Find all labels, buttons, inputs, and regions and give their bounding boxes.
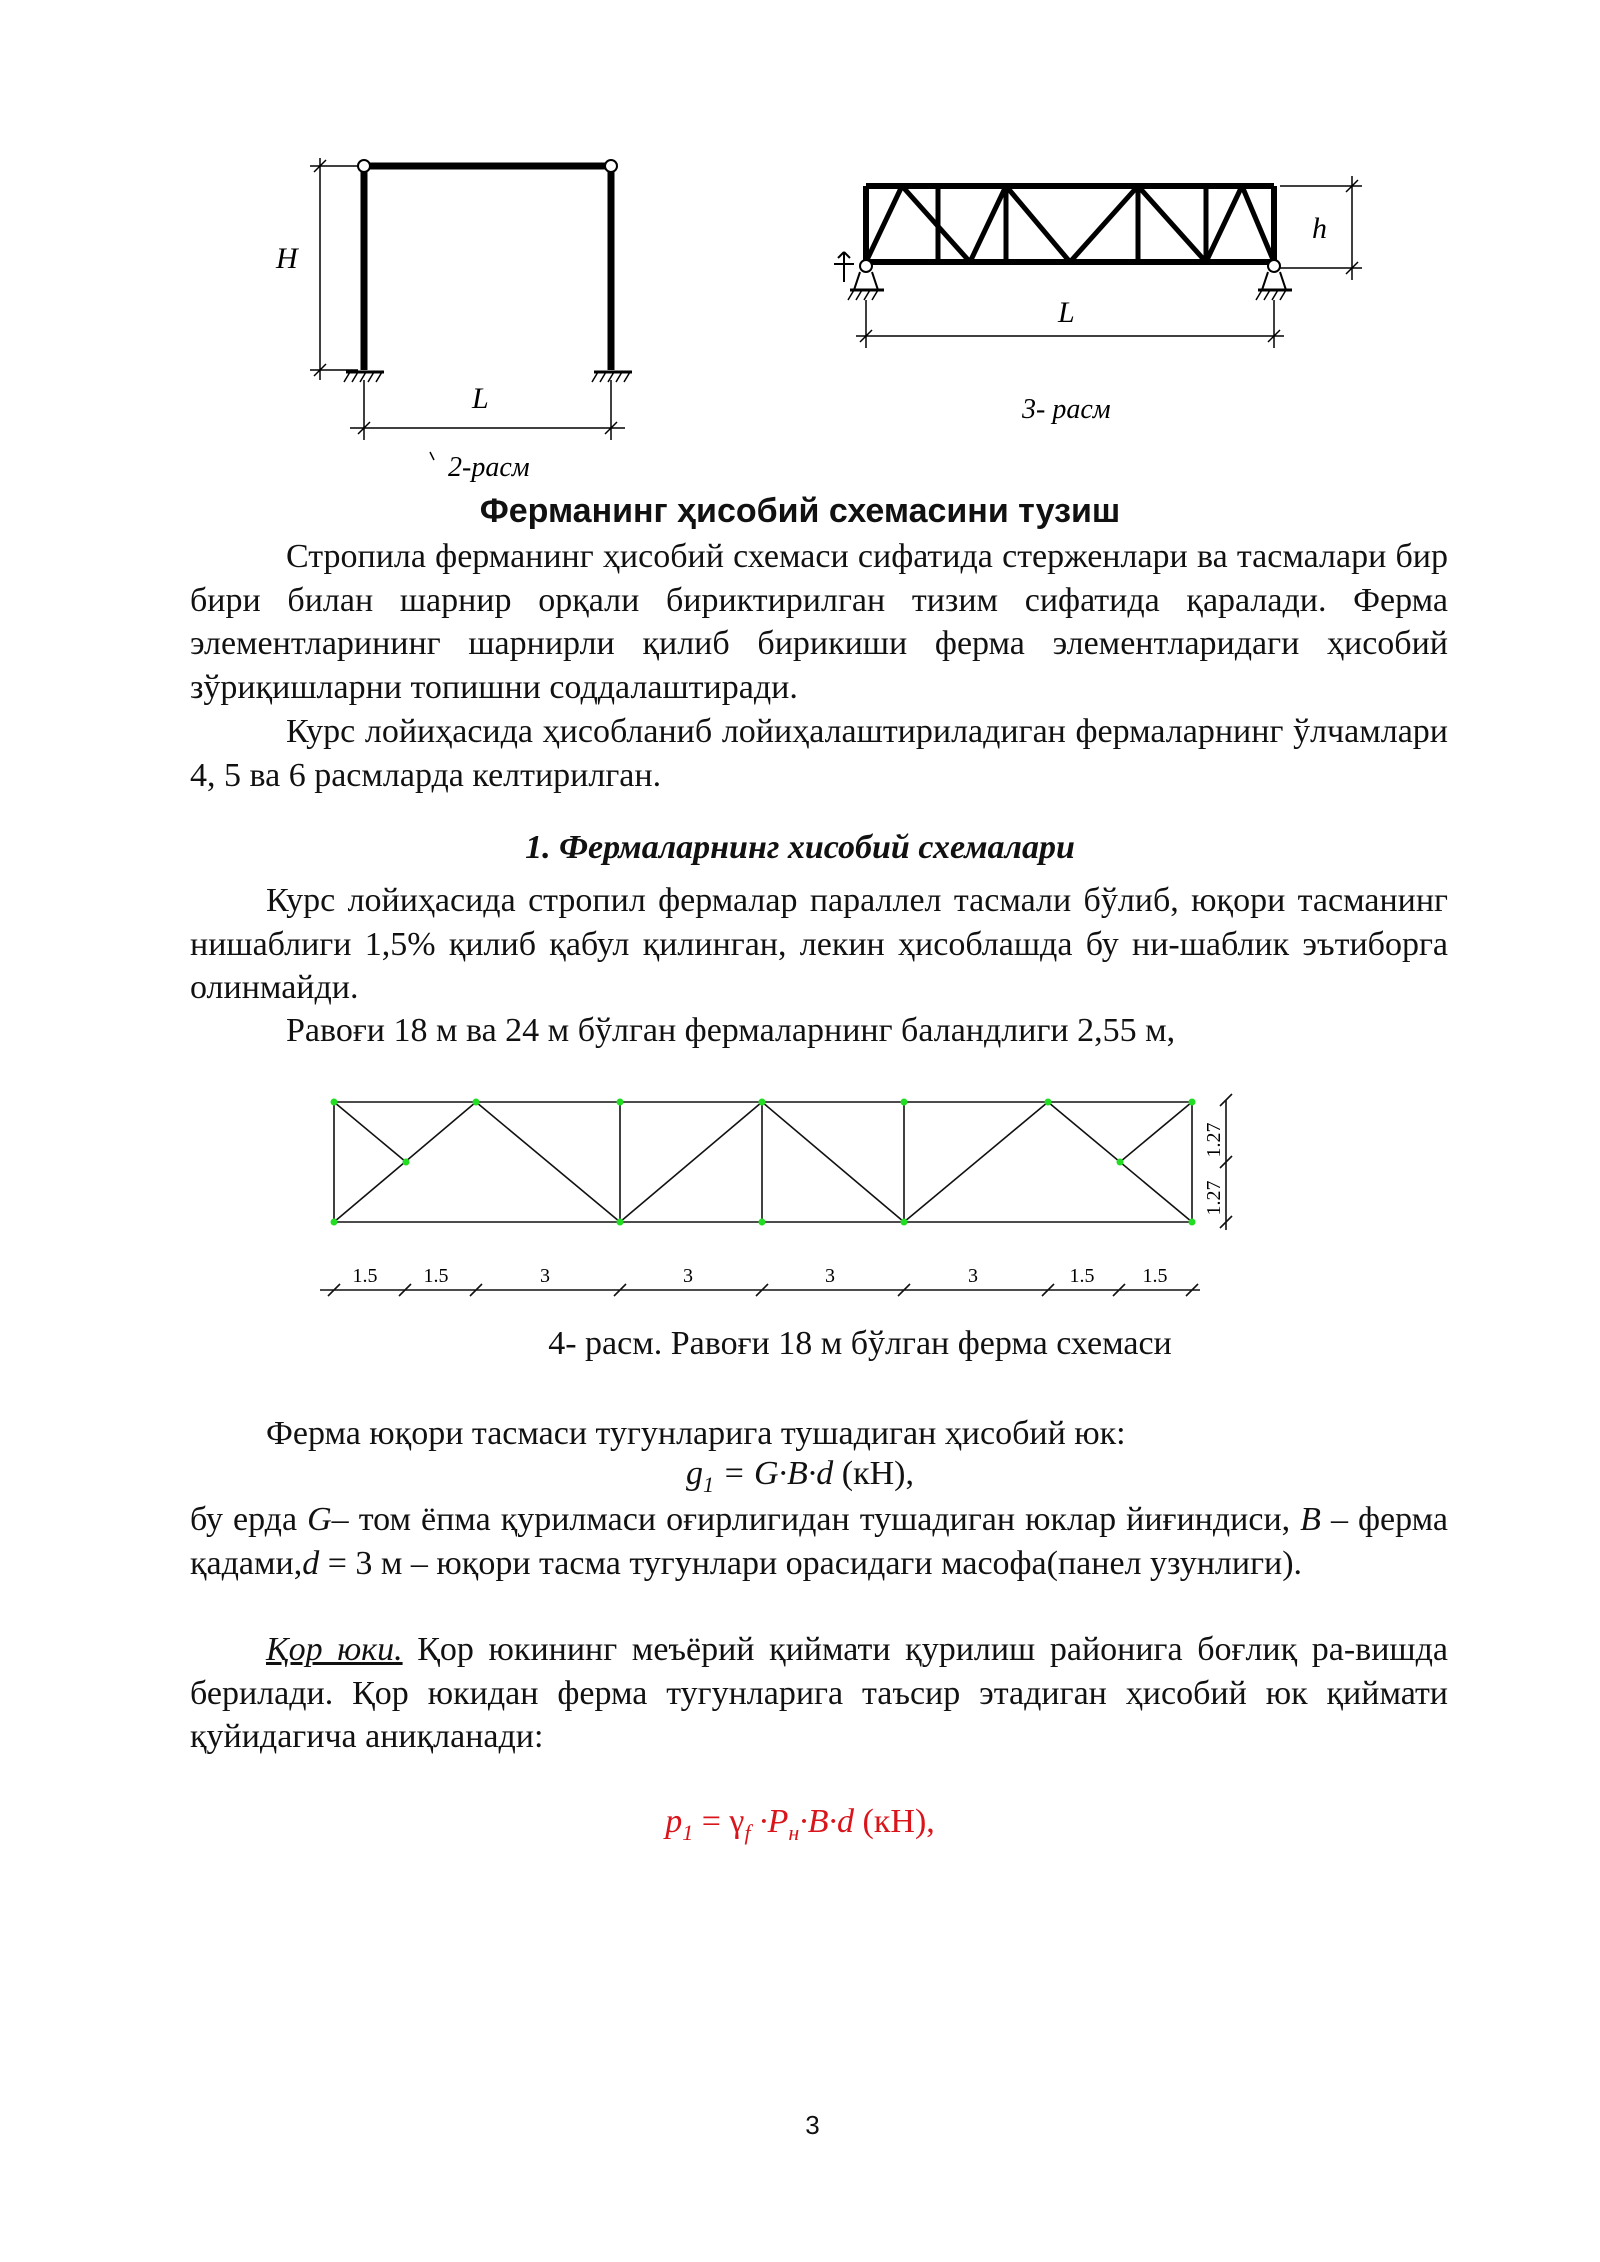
paragraph-4: Равоғи 18 м ва 24 м бўлган фермаларнинг баландлиги 2,55 м, — [286, 1012, 1176, 1049]
paragraph-3: Курс лойиҳасида стропил фермалар параллел тасмали бўлиб, юқори тасманинг нишаблиги 1,5% қилиб қабул қилинган, лекин ҳисоблашда бу ни-шаблик эътиборга олинмайди. — [190, 882, 1448, 1006]
fig4-span-label: 3 — [683, 1265, 693, 1287]
p6-b: – том ёпма қурилмаси оғирлигидан тушадиган юклар йиғиндиси, — [331, 1501, 1301, 1538]
fig3-l-label: L — [1058, 296, 1075, 329]
p6-B: B — [1300, 1501, 1321, 1538]
formula-1-body: = G·B·d — [714, 1455, 834, 1492]
formula-2-gamma-sub: f — [744, 1819, 751, 1845]
paragraph-5: Ферма юқори тасмаси тугунларига тушадиган ҳисобий юк: — [266, 1415, 1126, 1452]
figure-4-caption: 4- расм. Равоғи 18 м бўлган ферма схемаси — [548, 1325, 1172, 1362]
fig4-span-label: 1.5 — [1069, 1265, 1095, 1287]
page-number: 3 — [805, 2110, 820, 2140]
fig4-span-label: 1.5 — [1142, 1265, 1168, 1287]
p6-e: = 3 м – юқори тасма тугунлари орасидаги масофа(панел узунлиги). — [319, 1544, 1303, 1582]
fig3-h-label: h — [1312, 212, 1327, 245]
p6-c: – ферма қадами, — [190, 1501, 1448, 1582]
paragraph-1: Стропила ферманинг ҳисобий схемаси сифатида стерженлари ва тасмалари бир бири билан шарнир орқали бириктирилган тизим сифатида қаралади. Ферма элементларининг шарнирли қилиб бирикиши ферма элементларидаги ҳисобий зўриқишларни топишни соддалаштиради. — [190, 538, 1448, 706]
p7-body: Қор юкининг меъёрий қиймати қурилиш районига боғлиқ ра-вишда берилади. Қор юкидан ферма тугунларига таъсир этадиган ҳисобий юк қиймати қуйидагича аниқланади: — [190, 1631, 1448, 1755]
figure-3-truss — [810, 140, 1370, 440]
p6-a: бу ерда — [190, 1501, 308, 1538]
formula-2-unit: (кН), — [854, 1803, 935, 1840]
formula-2-p: p — [665, 1803, 683, 1840]
formula-1-g-sub: 1 — [703, 1471, 714, 1497]
p6-d: d — [302, 1544, 320, 1582]
fig2-l-label: L — [472, 382, 489, 415]
section-title: Ферманинг ҳисобий схемасини тузиш — [479, 492, 1121, 530]
paragraph-2: Курс лойиҳасида ҳисобланиб лойиҳалаштириладиган фермаларнинг ўлчамлари 4, 5 ва 6 расмларда келтирилган. — [190, 713, 1448, 794]
paragraph-6 — [190, 1498, 1448, 1585]
subtitle: 1. Фермаларнинг хисобий схемалари — [525, 829, 1075, 866]
figure-2-frame — [250, 140, 670, 490]
fig4-span-label: 1.5 — [352, 1265, 378, 1287]
fig4-span-label: 3 — [825, 1265, 835, 1287]
fig4-height-label-lower: 1.27 — [1203, 1180, 1225, 1216]
fig3-caption: 3- расм — [1022, 394, 1111, 425]
fig4-height-label-upper: 1.27 — [1203, 1122, 1225, 1158]
formula-1 — [0, 1455, 1600, 1498]
fig2-caption: 2-расм — [448, 452, 530, 483]
fig4-span-label: 3 — [968, 1265, 978, 1287]
formula-1-g: g — [686, 1455, 703, 1492]
fig4-span-label: 3 — [540, 1265, 550, 1287]
formula-2-P: ·P — [750, 1803, 789, 1840]
formula-1-unit: (кН), — [833, 1455, 914, 1492]
formula-2-rest: ·B·d — [799, 1803, 855, 1840]
snow-load-term: Қор юки. — [266, 1631, 403, 1668]
fig2-h-label: H — [276, 242, 298, 275]
formula-2 — [0, 1803, 1600, 1846]
figure-4-truss-scheme — [320, 1090, 1310, 1310]
formula-2-eq: = γ — [693, 1803, 745, 1840]
paragraph-7 — [190, 1628, 1448, 1759]
fig4-span-label: 1.5 — [423, 1265, 449, 1287]
p6-G: G — [307, 1501, 332, 1538]
formula-2-P-sub: н — [788, 1819, 800, 1845]
formula-2-p-sub: 1 — [682, 1819, 694, 1845]
